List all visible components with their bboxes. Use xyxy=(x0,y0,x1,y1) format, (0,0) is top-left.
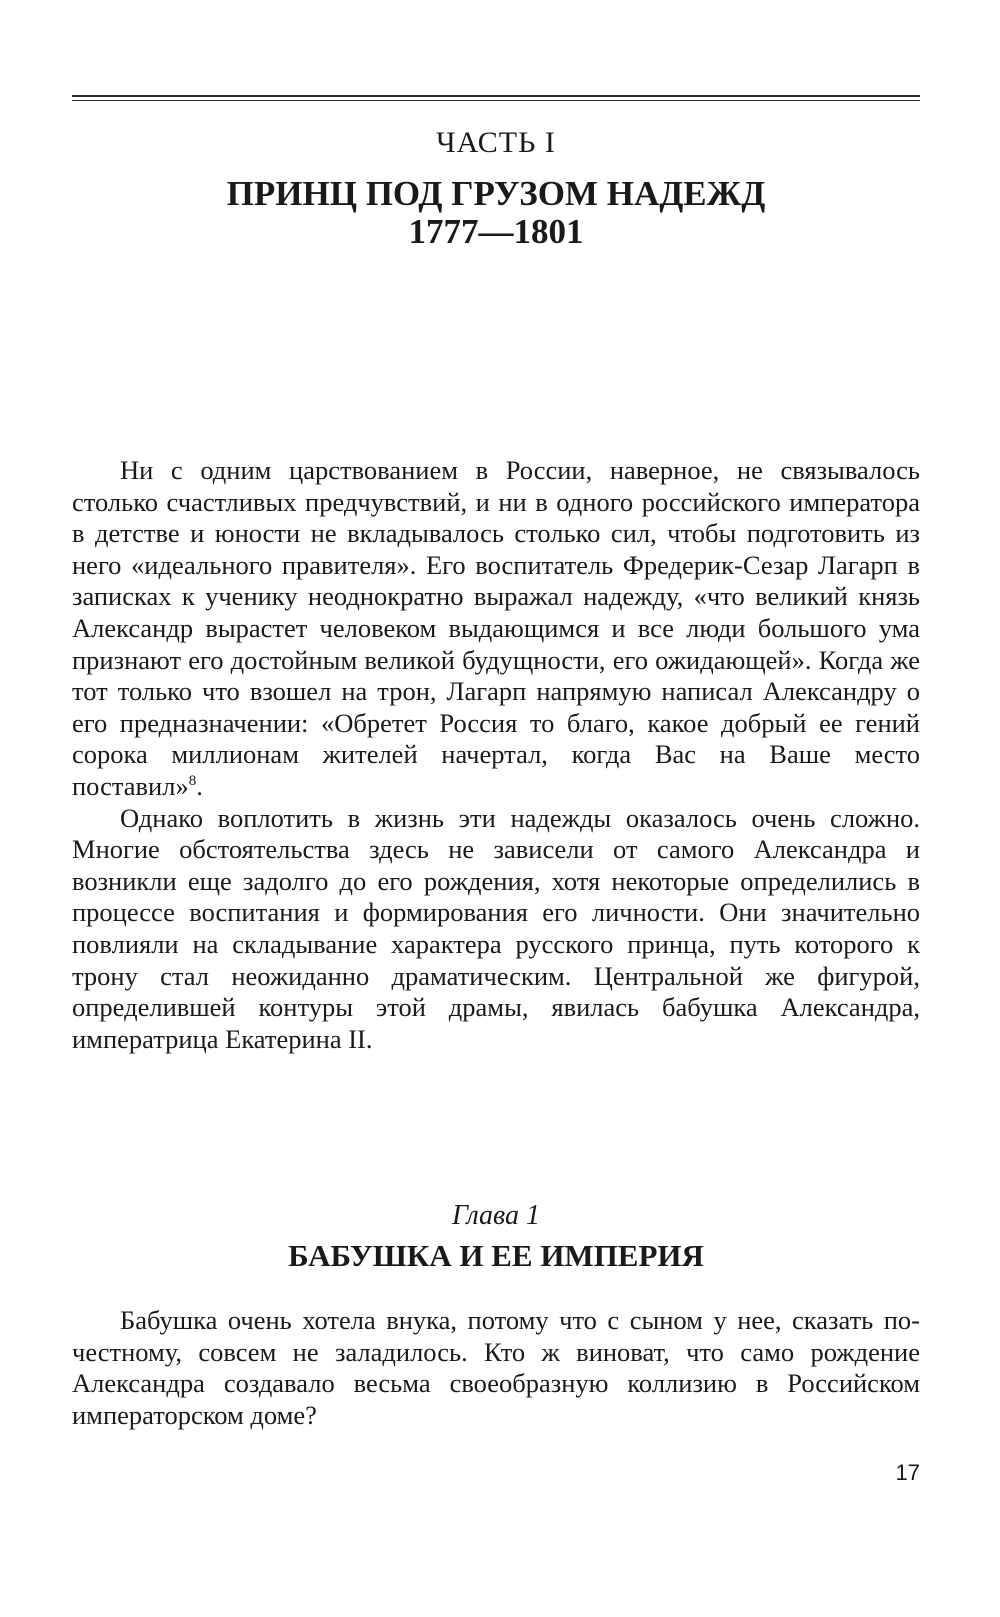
intro-paragraph-1-text: Ни с одним царствованием в России, наверное, не связывалось столько счастливых предчувствий, и ни в одного российского императора в детстве и юности не вкладывалось столько сил, чтобы подготовить из него «идеального правителя». Его воспитатель Фредерик-Сезар Лагарп в записках к ученику неоднократно выражал надежду, «что великий князь Александр вырастет человеком выдающимся и все люди большого ума признают его достойным великой будущности, его ожидающей». Когда же тот только что взошел на трон, Лагарп напрямую написал Александру о его предназначении: «Обретет Россия то благо, какое добрый ее гений сорока миллионам жителей начертал, когда Вас на Ваше место поставил» xyxy=(72,455,920,801)
part-label: ЧАСТЬ I xyxy=(436,126,556,159)
top-double-rule xyxy=(72,95,920,101)
intro-paragraph-1-end: . xyxy=(196,770,203,801)
part-title: ПРИНЦ ПОД ГРУЗОМ НАДЕЖД xyxy=(226,174,766,213)
part-years: 1777—1801 xyxy=(408,212,584,251)
intro-paragraph-1 xyxy=(72,455,920,803)
book-page xyxy=(72,0,920,1617)
page-number: 17 xyxy=(895,1460,920,1485)
intro-section xyxy=(72,455,920,1055)
footnote-ref[interactable]: 8 xyxy=(188,773,197,790)
chapter-label: Глава 1 xyxy=(452,1200,540,1231)
chapter-title: БАБУШКА И ЕЕ ИМПЕРИЯ xyxy=(288,1238,704,1273)
chapter-section xyxy=(72,1305,920,1431)
intro-paragraph-2: Однако воплотить в жизнь эти надежды оказалось очень сложно. Многие обстоятельства здесь не зависели от самого Александра и возникли еще задолго до его рождения, хотя некоторые определились в процессе воспитания и формирования его личности. Они значительно повлияли на складывание характера русского принца, путь которого к трону стал неожиданно драматическим. Центральной же фигурой, определившей контуры этой драмы, явилась бабушка Александра, императрица Екатерина II. xyxy=(72,802,920,1054)
chapter-paragraph-1: Бабушка очень хотела внука, потому что с сыном у нее, сказать по-честному, совсем не заладилось. Кто ж виноват, что само рождение Александра создавало весьма своеобразную коллизию в Российском императорском доме? xyxy=(72,1305,920,1430)
